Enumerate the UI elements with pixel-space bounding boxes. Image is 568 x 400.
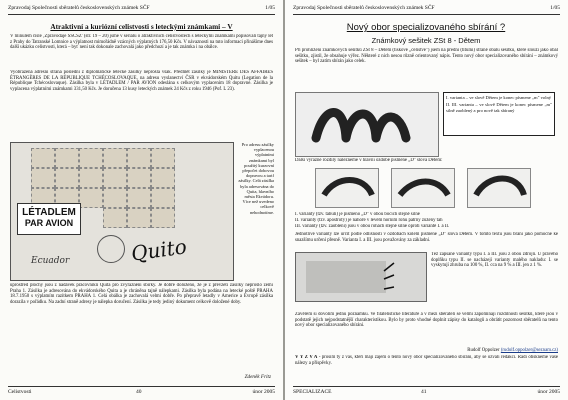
stamp xyxy=(31,168,55,188)
postmark xyxy=(97,235,125,263)
letter-d-variant-3-glyph xyxy=(468,169,530,207)
stamp xyxy=(151,208,175,228)
left-header-page-ref: 1/05 xyxy=(265,5,275,11)
left-page xyxy=(0,0,283,400)
right-header-title: Zpravodaj Společnosti sběratelů československých známek SČF xyxy=(293,5,435,11)
stamp xyxy=(31,148,55,168)
stamp xyxy=(151,148,175,168)
booklet-cover-photo xyxy=(295,92,439,157)
stamp xyxy=(151,168,175,188)
right-paragraph-3: Závěrem si dovolím jednu poznámku. Ve filatelistické literatuře a v mezi sběrateli se velmi zapomínají rozdílnosti sešitků, které jsou v podstatě jejich nejpodstatnější charakteristikou. Bylo by proto vhodné doplnit zápisy do katalogů a obrátit pozornost sběratelů na tento nový obor specializovaného sbírání. xyxy=(295,312,558,329)
variant-list-item-2: II. varianty (tzv. apostrofy) je nahoře v levém horním rohu patrný zúžený tah xyxy=(295,218,443,223)
variant-info-line-1: I. varianta – ve slově Dětem je konec písmene „m" volný xyxy=(446,95,552,100)
stamp xyxy=(103,208,127,228)
left-footer-page-number: 40 xyxy=(136,389,142,395)
envelope-photo xyxy=(10,142,234,281)
left-signature: Zdeněk Fritz xyxy=(244,374,271,380)
stamp xyxy=(79,188,103,208)
left-footer xyxy=(8,386,275,397)
left-bottom-paragraph: uprostřed plochy jsou z nadávek pracovníků Quita pro zvýraznění sbírky. Je dobře doloženo, že je z převzetí zásilky neprošlo zemí Praha 1. Zásilka je adresována do ekvádorského Quita a je chráněna tajně nálepkami. Zásilka byla podána na letecké poště PRAHA 18.7.1950 s výplatním razítkem PRAHA 1. Celá obálka je zachovalá velmi dobře. Po přepravě letadly v Americe a Evropě zásilka dorazila v pořádku. Na zadní straně adresy je nálepka doručení. Zásilka je tedy jediný dokument celkově doložené doby. xyxy=(10,283,273,305)
detail-arrows xyxy=(296,253,426,301)
variant-thumbnail-2 xyxy=(391,168,455,208)
stamp xyxy=(127,148,151,168)
right-side-note: Též zapsané varianty typu I. a III. jsou z obou zdrojů. U pravého doplňku typu II. se nacházejí varianty malého nakladu: I. se vyskytují zhruba na 100 %, II. cca na 9 % a III. jen z 1 %. xyxy=(431,252,558,269)
airmail-label xyxy=(17,203,81,235)
author-name: Rudolf Oppolzer xyxy=(467,348,500,353)
stamp xyxy=(103,188,127,208)
left-header xyxy=(8,4,275,15)
left-footer-date: únor 2005 xyxy=(252,389,275,395)
right-mid-note: Další výrazné rozdíly nalezneme v hlavní ozdobě písmene „D" slova Dětem: xyxy=(295,158,443,163)
right-article-subtitle: Známkový sešitek ZSt 8 - Dětem xyxy=(371,36,481,45)
right-footer-date: únor 2005 xyxy=(537,389,560,395)
right-header-page-ref: 1/05 xyxy=(550,5,560,11)
variant-info-line-2: II. III. varianta – ve slově Dětem je konec písmene „m" silně zaoblený a pro nově tak sbíraný xyxy=(446,102,552,113)
airmail-label-paravion: PAR AVION xyxy=(24,218,74,228)
right-header xyxy=(293,4,560,15)
stamp xyxy=(79,168,103,188)
airmail-label-letadlem: LÉTADLEM xyxy=(22,207,76,218)
left-intro-paragraph: V minulém čísle ‚Zpravodaje SSČSZ' (str. 19 – 20) jsme v seriálu o atraktivních celistvostech s leteckými známkami popisovali tajný let z Prahy do Tatranské Lomnice a výplatnost mimořádně vzácných výplatných 176,50 Kčs. V návaznosti na tuto informaci přinášíme dnes další ukázku celistvosti, která – byť není tak dokonale zachovalá jako předchozí a je tak známka i na obálce. xyxy=(10,34,273,51)
right-footer-section: SPECIALIZACE xyxy=(293,389,332,395)
stamp xyxy=(55,148,79,168)
handwritten-address-ecuador: Ecuador xyxy=(31,256,70,266)
left-footer-section: Celistvosti xyxy=(8,389,32,395)
stamp xyxy=(103,148,127,168)
right-page xyxy=(285,0,568,400)
variant-list-item-3: III. varianty (tzv. zaoblení) jsou v obou rohách stejně silné oproti variantě I. a II. xyxy=(295,224,450,229)
vyzva-label: V Ý Z V A xyxy=(295,355,318,360)
right-paragraph-2: Jednotlivé varianty lze určit podle odlišností v ozdobách kolem písmene „D" slova Dětem. V tomto textu jsou bráni jako pomocné ke snazšímu určení přesně. Varianta I. a III. jsou považovány za základní. xyxy=(295,232,558,243)
variant-thumbnail-3 xyxy=(467,168,531,208)
stamp xyxy=(127,188,151,208)
right-intro-paragraph: Při prohlížení známkových sešitků ZSt 8 – Dětem (tiskové „celistvé") jsem na přední (titulní) straně obalu sešitku, které slouží jako obal sešitku, zjistil, že obsahuje výřez. Některé z nich nesou různě orientovaný nápis. Tento nový obor specializovaného sbírání – známkový sešitek – byl zatím sbírán jako celek. xyxy=(295,48,558,65)
left-side-column-text: Pro adresu zásilky vyplacenou výplatními známkami byl použitý kurzovní přepočet dobovou dopravou a tarif zásilky. Celá zásilka byla adresována do Quita, hlavního města Ekvádoru. Více než uvedeno celkově nehodnotíme. xyxy=(238,142,274,215)
vyzva-text: - prosím ty z vás, kteří mají zájem o tento nový obor specializovaného sbírání, aby se ozvali redakci. Rádi otiskneme vaše nálezy a příspěvky. xyxy=(295,355,558,366)
left-article-title: Atraktivní a kuriózní celistvosti s leteckými známkami – V xyxy=(50,22,233,31)
stamp xyxy=(127,208,151,228)
letter-d-variant-2-glyph xyxy=(392,169,454,207)
right-article-title: Nový obor specializovaného sbírání ? xyxy=(346,22,506,33)
variant-list-item-1: I. varianty (tzv. tabuli) je písmeno „D" v obou bocích stejně silné xyxy=(295,212,420,217)
letter-d-variant-1-glyph xyxy=(316,169,378,207)
handwritten-address-quito: Quito xyxy=(129,234,189,266)
detail-photo xyxy=(295,252,427,302)
stamp xyxy=(127,168,151,188)
variant-thumbnail-1 xyxy=(315,168,379,208)
stamp xyxy=(79,148,103,168)
author-line xyxy=(467,348,558,353)
right-footer-page-number: 41 xyxy=(421,389,427,395)
stamp xyxy=(103,168,127,188)
left-body-paragraph: Vyobrazená adresní strana poslední z diplomatické letecké zásilky neprošla však. Předmět zásilky je MINISTÈRE DES AFFAIRES ÉTRANGÈRES DE LA RÉPUBLIQUE TCHÉCOSLOVAQUE, na adresu vyslanectví ČSR v ekvádorském Quitu (Legation de la République Tchécoslovaque). Zásilka byla v LÉTADLEM / PAR AVION odeslána s celkovým vyplacením 18 dopravné. Zásilka je vyplacena výplatními známkami 331,50 Kčs. Je doručena 13 kusy leteckých známek 24 Kčs z roku 1946 (Pof. L 23). xyxy=(10,70,273,92)
stamp xyxy=(55,168,79,188)
stamp xyxy=(151,188,175,208)
author-email: (rudolf.oppolzer@seznam.cz) xyxy=(500,348,558,353)
vyzva-paragraph xyxy=(295,355,558,377)
handwritten-m-glyph xyxy=(296,93,438,156)
left-header-title: Zpravodaj Společnosti sběratelů československých známek SČF xyxy=(8,5,150,11)
right-footer xyxy=(293,386,560,397)
variant-info-box xyxy=(443,92,555,136)
